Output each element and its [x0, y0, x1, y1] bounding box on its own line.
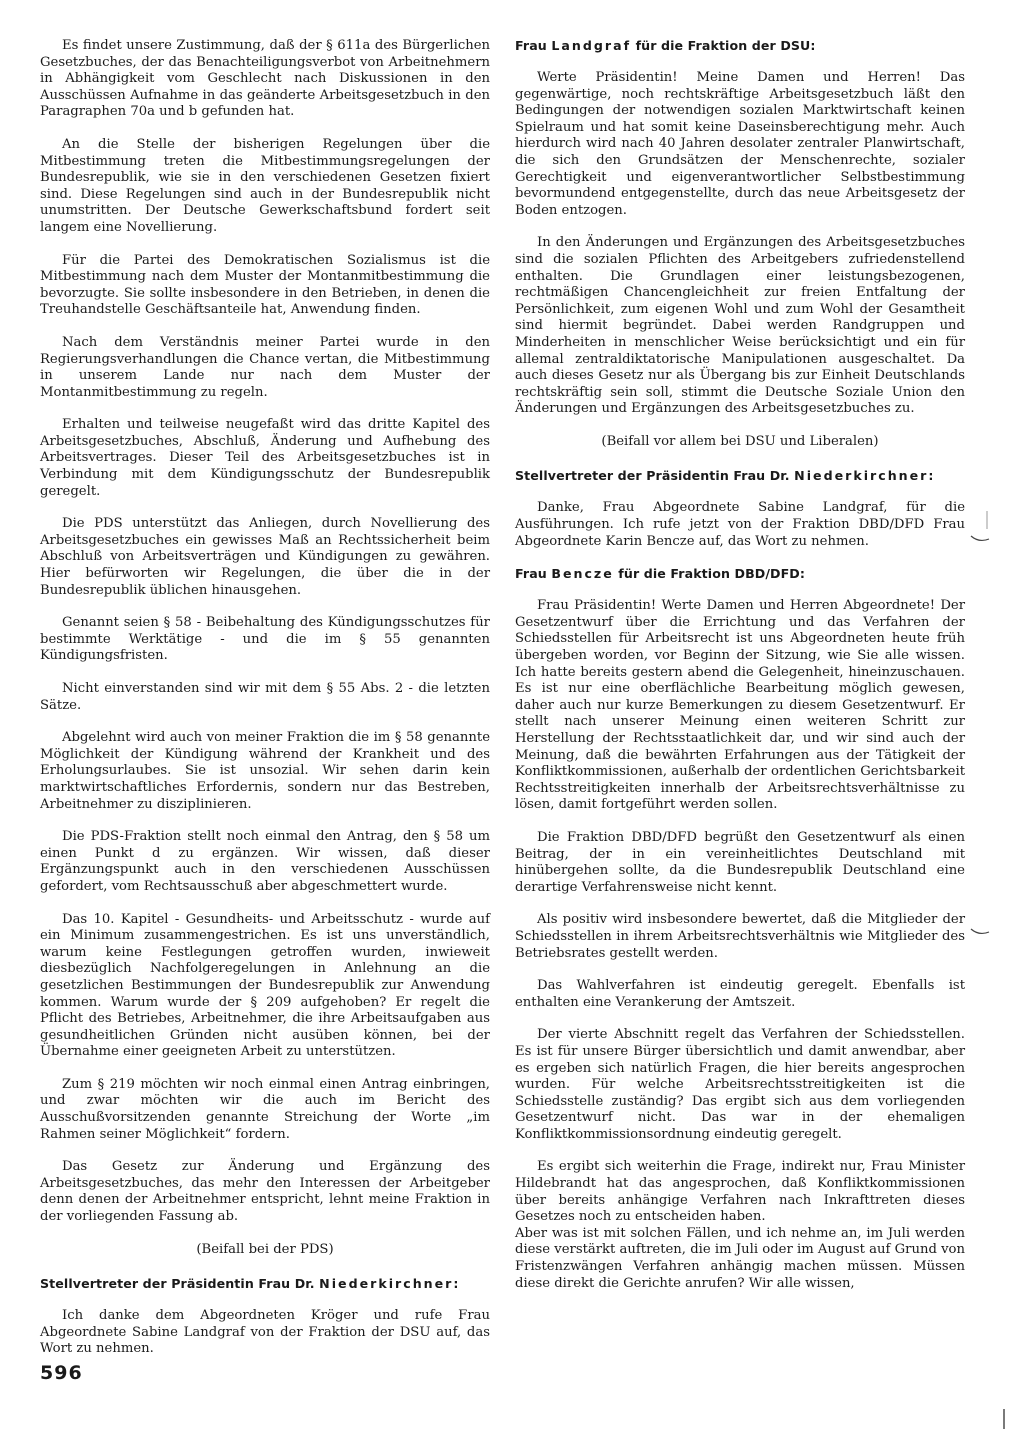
page-number: 596 [40, 1362, 83, 1384]
applause-note: (Beifall bei der PDS) [196, 1241, 334, 1257]
paragraph: Werte Präsidentin! Meine Damen und Herren! Das gegenwärtige, noch rechtskräftige Arbeitsgesetzbuch läßt den Bedingungen der notwendigen sozialen Marktwirtschaft keinen Spielraum und hat somit keine Daseinsberechtigung mehr. Auch hierdurch wird nach 40 Jahren desolater zentraler Planwirtschaft, die sich den Grundsätzen der Menschenrechte, sozialer Gerechtigkeit und eigenverantwortlicher Selbstbestimmung bevormundend entgegenstellte, durch das neue Arbeitsgesetz der Boden entzogen. [515, 70, 965, 218]
paragraph: Ich danke dem Abgeordneten Kröger und rufe Frau Abgeordnete Sabine Landgraf von der Fraktion der DSU auf, das Wort zu nehmen. [40, 1308, 490, 1357]
speaker-heading [40, 1276, 490, 1292]
speaker-name: Niederkirchner: [794, 468, 936, 484]
margin-mark [985, 510, 989, 530]
left-column [40, 38, 490, 1358]
paragraph: Danke, Frau Abgeordnete Sabine Landgraf, für die Ausführungen. Ich rufe jetzt von der Fraktion DBD/DFD Frau Abgeordnete Karin Bencze auf, das Wort zu nehmen. [515, 500, 965, 549]
speaker-heading [515, 38, 965, 54]
paragraph: Aber was ist mit solchen Fällen, und ich nehme an, im Juli werden diese verstärkt auftreten, die im Juli oder im August auf Grund von Fristenzwängen Verfahren anhängig machen müssen. Müssen diese direkt die Gerichte anrufen? Wir alle wissen, [515, 1225, 965, 1291]
paragraph: In den Änderungen und Ergänzungen des Arbeitsgesetzbuches sind die sozialen Pflichten des Arbeitgebers zufriedenstellend enthalten. Die Grundlagen einer leistungsbezogenen, rechtmäßigen Chancengleichheit zur freien Entfaltung der Persönlichkeit, zum eigenen Wohl und zum Wohl der Gesamtheit sind hiermit begründet. Dabei werden Randgruppen und Minderheiten in menschlicher Weise berücksichtigt und ein für allemal zentraldiktatorische Manipulationen ausgeschaltet. Da auch dieses Gesetz nur als Übergang bis zur Einheit Deutschlands rechtskräftig sein soll, stimmt die Deutsche Soziale Union den Änderungen und Ergänzungen des Arbeitsgesetzbuches zu. [515, 235, 965, 417]
speaker-faction: für die Fraktion DBD/DFD: [613, 566, 805, 582]
paragraph: Es ergibt sich weiterhin die Frage, indirekt nur, Frau Minister Hildebrandt hat das angesprochen, daß Konfliktkommissionen über bereits anhängige Verfahren nach Inkrafttreten dieses Gesetzes noch zu entscheiden haben. [515, 1159, 965, 1225]
paragraph: Genannt seien § 58 - Beibehaltung des Kündigungsschutzes für bestimmte Werktätige - und die im § 55 genannten Kündigungsfristen. [40, 615, 490, 664]
paragraph: Für die Partei des Demokratischen Sozialismus ist die Mitbestimmung nach dem Muster der Montanmitbestimmung die bevorzugte. Sie sollte insbesondere in den Betrieben, in denen die Treuhandstelle Geschäftsanteile hat, Anwendung finden. [40, 252, 490, 318]
speaker-role: Frau [515, 566, 552, 582]
margin-mark [970, 927, 990, 937]
speaker-role: Stellvertreter der Präsidentin Frau Dr. [515, 468, 795, 484]
speaker-name: Bencze [551, 566, 614, 582]
speaker-role: Frau [515, 38, 552, 53]
paragraph: Das Wahlverfahren ist eindeutig geregelt. Ebenfalls ist enthalten eine Verankerung der Amtszeit. [515, 978, 965, 1010]
paragraph: Die PDS-Fraktion stellt noch einmal den Antrag, den § 58 um einen Punkt d zu ergänzen. Wir wissen, daß dieser Ergänzungspunkt auch in den verschiedenen Ausschüssen gefordert, vom Rechtsausschuß aber abgeschmettert wurde. [40, 829, 490, 894]
paragraph: Frau Präsidentin! Werte Damen und Herren Abgeordnete! Der Gesetzentwurf über die Errichtung und das Verfahren der Schiedsstellen für Arbeitsrecht ist uns Abgeordneten heute früh übergeben worden, vor Beginn der Sitzung, wie Sie alle wissen. Ich hatte bereits gestern abend die Gelegenheit, hineinzuschauen. Es ist nur eine oberflächliche Bearbeitung möglich gewesen, daher auch nur kurze Bemerkungen zu diesem Gesetzentwurf. Er stellt nach unserer Meinung einen weiteren Schritt zur Herstellung der Rechtsstaatlichkeit dar, und wir sind auch der Meinung, daß die bewährten Erfahrungen aus der Tätigkeit der Konfliktkommissionen, außerhalb der ordentlichen Gerichtsbarkeit Rechtsstreitigkeiten innerhalb der Arbeitsrechtsverhältnisse zu lösen, damit fortgeführt werden sollen. [515, 598, 965, 813]
paragraph: Abgelehnt wird auch von meiner Fraktion die im § 58 genannte Möglichkeit der Kündigung während der Krankheit und des Erholungsurlaubes. Sie ist unsozial. Wir sehen darin kein marktwirtschaftliches Erfordernis, sondern nur das Bestreben, Arbeitnehmer zu disziplinieren. [40, 730, 490, 812]
paragraph: Die PDS unterstützt das Anliegen, durch Novellierung des Arbeitsgesetzbuches ein gewisses Maß an Rechtssicherheit beim Abschluß von Arbeitsverträgen und Kündigungen zu gewähren. Hier befürworten wir Regelungen, die über die in der Bundesrepublik üblichen hinausgehen. [40, 516, 490, 598]
paragraph: Nicht einverstanden sind wir mit dem § 55 Abs. 2 - die letzten Sätze. [40, 681, 490, 713]
paragraph: Zum § 219 möchten wir noch einmal einen Antrag einbringen, und zwar möchten wir die auch im Bericht des Ausschußvorsitzenden genannte Streichung der Worte „im Rahmen seiner Möglichkeit“ fordern. [40, 1076, 490, 1142]
speaker-name: Landgraf [551, 38, 632, 53]
paragraph: An die Stelle der bisherigen Regelungen über die Mitbestimmung treten die Mitbestimmungsregelungen der Bundesrepublik, wie sie in den verschiedenen Gesetzen fixiert sind. Diese Regelungen sind auch in der Bundesrepublik nicht unumstritten. Der Deutsche Gewerkschaftsbund fordert seit langem eine Novellierung. [40, 136, 490, 235]
paragraph: Als positiv wird insbesondere bewertet, daß die Mitglieder der Schiedsstellen in ihrem Arbeitsrechtsverhältnis wie Mitglieder des Betriebsrates gestellt werden. [515, 912, 965, 961]
speaker-heading [515, 468, 965, 484]
applause-note: (Beifall vor allem bei DSU und Liberalen) [601, 433, 879, 449]
paragraph: Es findet unsere Zustimmung, daß der § 611a des Bürgerlichen Gesetzbuches, der das Benachteiligungsverbot von Arbeitnehmern in Abhängigkeit vom Geschlecht nach Diskussionen in den Ausschüssen Aufnahme in das geänderte Arbeitsgesetzbuch in den Paragraphen 70a und b gefunden hat. [40, 38, 490, 120]
margin-mark [970, 534, 990, 544]
paragraph: Der vierte Abschnitt regelt das Verfahren der Schiedsstellen. Es ist für unsere Bürger übersichtlich und damit anwendbar, aber es ergeben sich natürlich Fragen, die hier bereits angesprochen wurden. Für welche Arbeitsrechtsstreitigkeiten ist die Schiedsstelle zuständig? Das ergibt sich aus dem vorliegenden Gesetzentwurf nicht. Das war in der ehemaligen Konfliktkommissionsordnung eindeutig geregelt. [515, 1027, 965, 1142]
speaker-faction: für die Fraktion der DSU: [631, 38, 816, 53]
paragraph: Erhalten und teilweise neugefaßt wird das dritte Kapitel des Arbeitsgesetzbuches, Abschluß, Änderung und Aufhebung des Arbeitsvertrages. Dieser Teil des Arbeitsgesetzbuches ist in Verbindung mit dem Kündigungsschutz der Bundesrepublik geregelt. [40, 417, 490, 499]
paragraph: Das 10. Kapitel - Gesundheits- und Arbeitsschutz - wurde auf ein Minimum zusammengestrichen. Es ist uns unverständlich, warum keine Festlegungen getroffen wurden, inwieweit diesbezüglich Nachfolgeregelungen in Anlehnung an die gesetzlichen Bestimmungen der Bundesrepublik zur Anwendung kommen. Warum wurde der § 209 aufgehoben? Er regelt die Pflicht des Betriebes, Arbeitnehmer, die ihre Arbeitsaufgaben aus gesundheitlichen Gründen nicht ausüben können, bei der Übernahme einer geeigneten Arbeit zu unterstützen. [40, 911, 490, 1060]
speaker-heading [515, 566, 965, 582]
paragraph: Die Fraktion DBD/DFD begrüßt den Gesetzentwurf als einen Beitrag, der in ein vereinheitlichtes Deutschland mit hinübergehen sollte, da die Bundesrepublik Deutschland eine derartige Verfahrensweise nicht kennt. [515, 829, 965, 895]
speaker-name: Niederkirchner: [319, 1276, 461, 1292]
right-column [515, 38, 965, 1292]
paragraph: Nach dem Verständnis meiner Partei wurde in den Regierungsverhandlungen die Chance vertan, die Mitbestimmung in unserem Lande nur nach dem Muster der Montanmitbestimmung zu regeln. [40, 334, 490, 400]
speaker-role: Stellvertreter der Präsidentin Frau Dr. [40, 1276, 320, 1292]
margin-mark [1002, 1408, 1006, 1430]
paragraph: Das Gesetz zur Änderung und Ergänzung des Arbeitsgesetzbuches, das mehr den Interessen der Arbeitgeber denn denen der Arbeitnehmer entspricht, lehnt meine Fraktion in der vorliegenden Fassung ab. [40, 1159, 490, 1225]
